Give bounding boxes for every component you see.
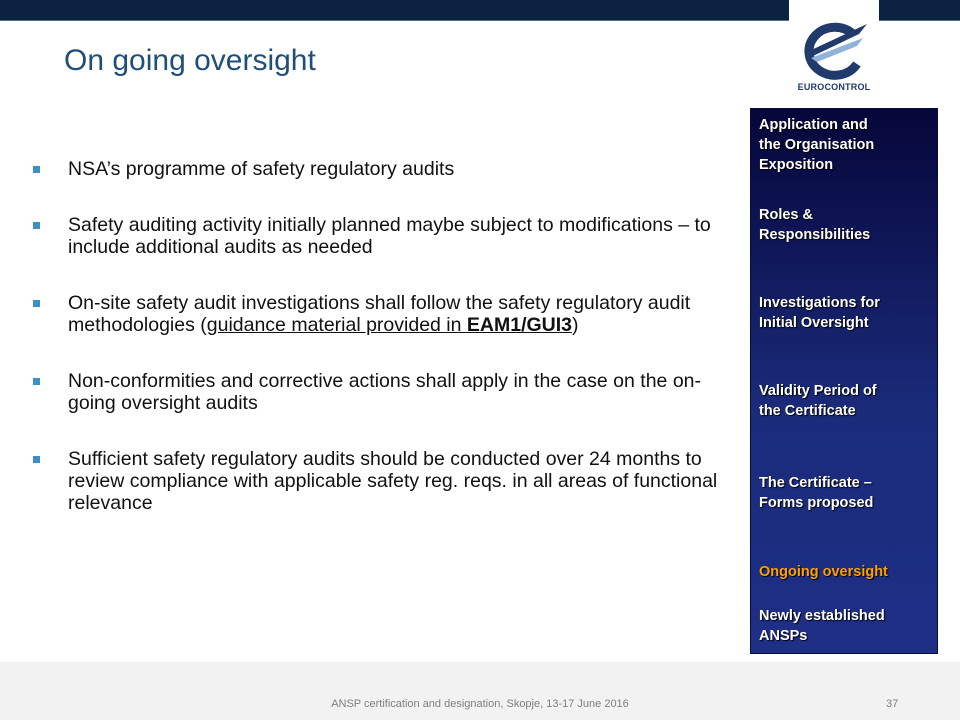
bullet-item <box>30 158 720 180</box>
bullet-square-icon <box>33 378 40 385</box>
sidebar-item-newly-established[interactable] <box>759 606 935 646</box>
eurocontrol-logo <box>789 0 879 104</box>
sidebar-item-line: Responsibilities <box>759 227 871 243</box>
sidebar-item-certificate-forms[interactable] <box>759 473 935 513</box>
bullet-text: Non-conformities and corrective actions shall apply in the case on the on-going oversight audits <box>68 370 701 414</box>
footer-text: ANSP certification and designation, Skopje, 13-17 June 2016 <box>331 698 629 710</box>
bullet-square-icon <box>33 456 40 463</box>
sidebar-item-line: Investigations for <box>759 295 880 311</box>
bullet-item <box>30 214 720 258</box>
bullet-item <box>30 448 720 514</box>
sidebar-item-line: ANSPs <box>759 628 808 644</box>
sidebar-item-line: Ongoing oversight <box>759 564 888 580</box>
bullet-text: On-site safety audit investigations shall follow the safety regulatory audit methodologies ( <box>68 292 691 336</box>
sidebar-item-line: the Certificate <box>759 403 856 419</box>
link-bold-text: EAM1/GUI3 <box>466 314 573 336</box>
bullet-text-end: ) <box>572 314 579 336</box>
link-text: guidance material provided in <box>206 314 467 336</box>
page-title: On going oversight <box>64 44 316 77</box>
guidance-material-link[interactable] <box>207 314 572 336</box>
logo-text: EUROCONTROL <box>797 82 871 92</box>
bullet-text: NSA’s programme of safety regulatory audits <box>68 158 455 180</box>
sidebar-item-line: Initial Oversight <box>759 315 869 331</box>
bullet-square-icon <box>33 222 40 229</box>
eurocontrol-emblem-icon <box>797 18 871 80</box>
page-number: 37 <box>886 698 899 710</box>
sidebar-item-line: Roles & <box>759 207 813 223</box>
footer-band <box>0 662 960 720</box>
sidebar-item-line: Forms proposed <box>759 495 874 511</box>
sidebar-item-line: The Certificate – <box>759 475 872 491</box>
bullet-item <box>30 370 720 414</box>
agenda-sidebar <box>750 108 938 654</box>
sidebar-item-line: Application and <box>759 117 868 133</box>
sidebar-item-line: Exposition <box>759 157 834 173</box>
bullet-square-icon <box>33 166 40 173</box>
sidebar-item-investigations[interactable] <box>759 293 935 333</box>
sidebar-item-application[interactable] <box>759 115 935 175</box>
bullet-list <box>30 158 720 548</box>
sidebar-item-roles[interactable] <box>759 205 935 245</box>
bullet-text: Sufficient safety regulatory audits should be conducted over 24 months to review compliance with applicable safety reg. reqs. in all areas of functional relevance <box>68 448 718 514</box>
bullet-square-icon <box>33 300 40 307</box>
bullet-item <box>30 292 720 336</box>
sidebar-item-ongoing-oversight[interactable] <box>759 562 935 582</box>
sidebar-item-validity[interactable] <box>759 381 935 421</box>
sidebar-item-line: Newly established <box>759 608 885 624</box>
bullet-text: Safety auditing activity initially planned maybe subject to modifications – to include additional audits as needed <box>68 214 711 258</box>
sidebar-item-line: Validity Period of <box>759 383 877 399</box>
sidebar-item-line: the Organisation <box>759 137 875 153</box>
